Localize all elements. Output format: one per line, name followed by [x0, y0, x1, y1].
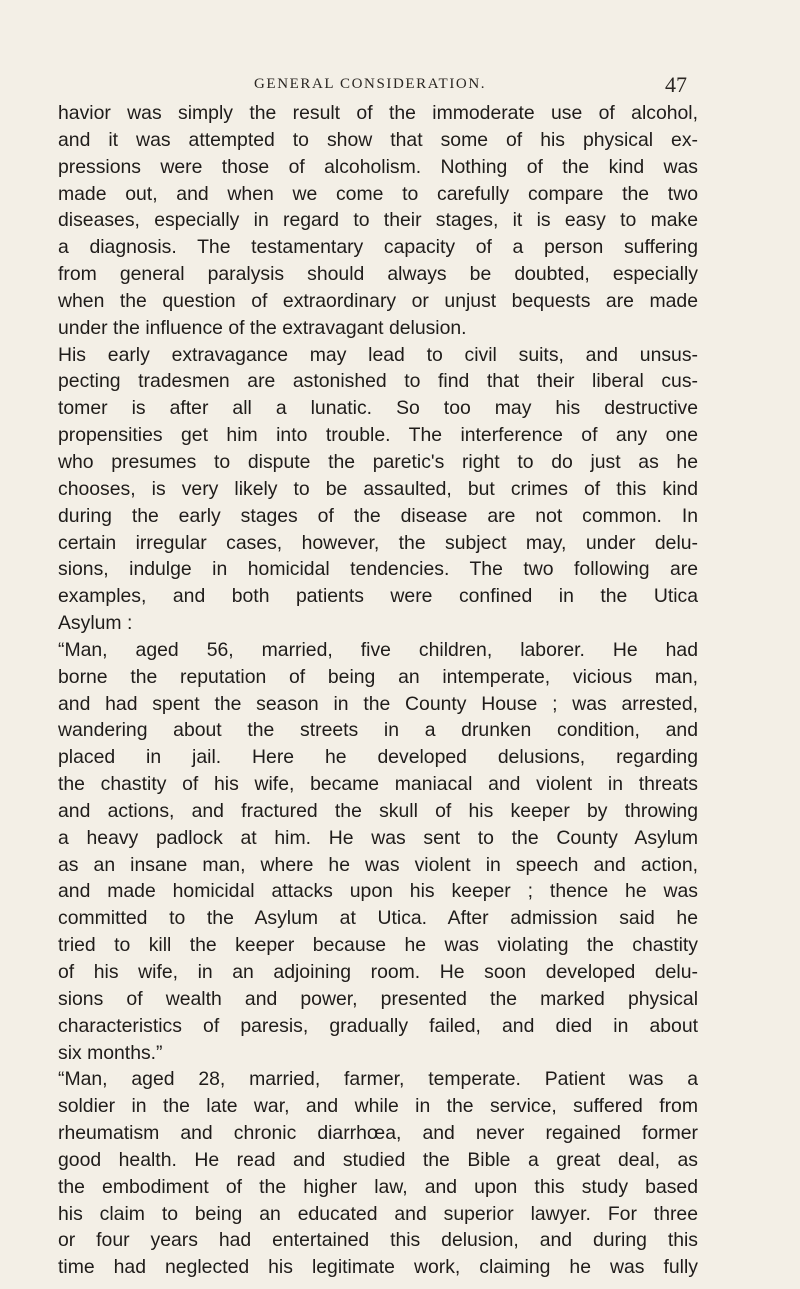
- text-line: pressions were those of alcoholism. Nothing of the kind was: [58, 155, 698, 178]
- text-line: characteristics of paresis, gradually failed, and died in about: [58, 1014, 698, 1037]
- text-line: six months.”: [58, 1041, 163, 1064]
- running-title: GENERAL CONSIDERATION.: [254, 76, 487, 92]
- text-line: Asylum :: [58, 612, 133, 635]
- text-line: “Man, aged 28, married, farmer, temperate. Patient was a: [58, 1068, 698, 1091]
- text-line: sions, indulge in homicidal tendencies. The two following are: [58, 558, 698, 581]
- text-line: his claim to being an educated and superior lawyer. For three: [58, 1202, 698, 1225]
- page-number: 47: [665, 72, 687, 97]
- body-text: [58, 100, 698, 1281]
- text-line: and it was attempted to show that some of his physical ex-: [58, 128, 698, 151]
- text-line: certain irregular cases, however, the subject may, under delu-: [58, 531, 698, 554]
- text-line: havior was simply the result of the immoderate use of alcohol,: [58, 102, 698, 124]
- text-line: wandering about the streets in a drunken condition, and: [58, 719, 698, 742]
- text-line: tried to kill the keeper because he was violating the chastity: [58, 934, 698, 957]
- text-line: placed in jail. Here he developed delusions, regarding: [58, 746, 698, 769]
- text-line: tomer is after all a lunatic. So too may his destructive: [58, 397, 698, 420]
- text-line: examples, and both patients were confined in the Utica: [58, 585, 698, 608]
- text-line: the chastity of his wife, became maniacal and violent in threats: [58, 773, 698, 796]
- text-line: rheumatism and chronic diarrhœa, and never regained former: [58, 1122, 698, 1145]
- text-line: pecting tradesmen are astonished to find that their liberal cus-: [58, 370, 698, 393]
- text-line: as an insane man, where he was violent in speech and action,: [58, 853, 698, 876]
- text-line: soldier in the late war, and while in the service, suffered from: [58, 1095, 698, 1118]
- text-line: chooses, is very likely to be assaulted, but crimes of this kind: [58, 477, 698, 500]
- text-line: or four years had entertained this delusion, and during this: [58, 1229, 698, 1252]
- text-line: under the influence of the extravagant delusion.: [58, 316, 467, 339]
- text-line: during the early stages of the disease are not common. In: [58, 504, 698, 527]
- text-line: when the question of extraordinary or unjust bequests are made: [58, 289, 698, 312]
- text-line: good health. He read and studied the Bible a great deal, as: [58, 1148, 698, 1171]
- text-line: from general paralysis should always be doubted, especially: [58, 263, 698, 286]
- text-line: borne the reputation of being an intemperate, vicious man,: [58, 665, 698, 688]
- text-line: diseases, especially in regard to their stages, it is easy to make: [58, 209, 698, 232]
- text-line: and made homicidal attacks upon his keeper ; thence he was: [58, 880, 698, 903]
- text-line: committed to the Asylum at Utica. After admission said he: [58, 907, 698, 930]
- text-line: a diagnosis. The testamentary capacity of a person suffering: [58, 236, 698, 259]
- text-line: time had neglected his legitimate work, claiming he was fully: [58, 1256, 698, 1279]
- text-line: sions of wealth and power, presented the marked physical: [58, 987, 698, 1010]
- text-line: and actions, and fractured the skull of his keeper by throwing: [58, 799, 698, 822]
- text-line: propensities get him into trouble. The interference of any one: [58, 424, 698, 447]
- text-line: “Man, aged 56, married, five children, laborer. He had: [58, 638, 698, 661]
- text-line: the embodiment of the higher law, and upon this study based: [58, 1175, 698, 1198]
- text-line: a heavy padlock at him. He was sent to the County Asylum: [58, 826, 698, 849]
- text-line: who presumes to dispute the paretic's right to do just as he: [58, 450, 698, 473]
- text-line: and had spent the season in the County House ; was arrested,: [58, 692, 698, 715]
- text-line: made out, and when we come to carefully compare the two: [58, 182, 698, 205]
- text-line: of his wife, in an adjoining room. He soon developed delu-: [58, 961, 698, 983]
- text-line: His early extravagance may lead to civil suits, and unsus-: [58, 343, 698, 366]
